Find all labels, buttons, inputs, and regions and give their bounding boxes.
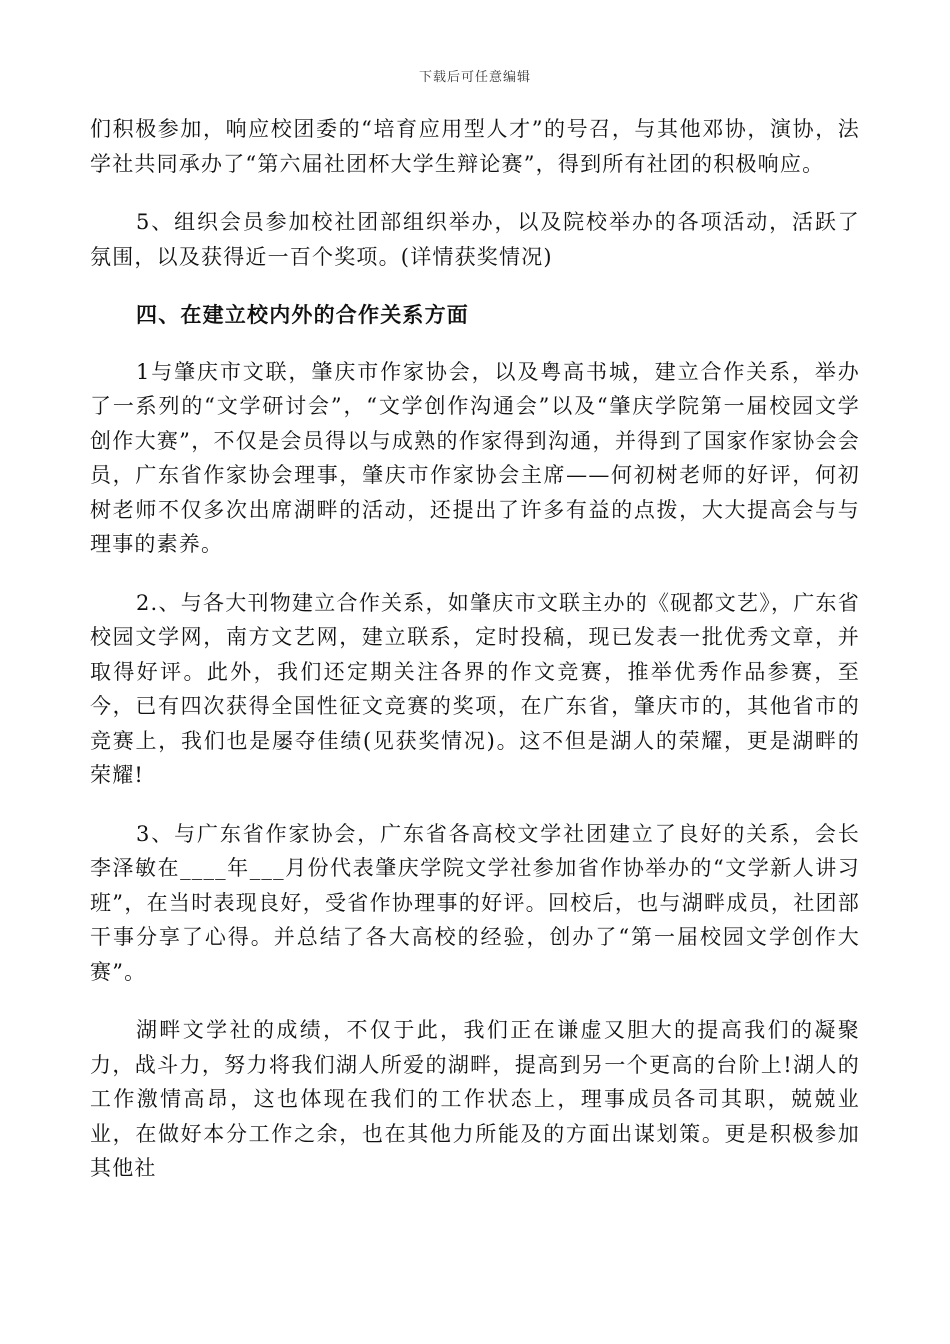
paragraph-item-2: 2.、与各大刊物建立合作关系，如肇庆市文联主办的《砚都文艺》，广东省校园文学网，南方文艺网，建立联系，定时投稿，现已发表一批优秀文章，并取得好评。此外，我们还定期关注各界的作文竞赛，推举优秀作品参赛，至今，已有四次获得全国性征文竞赛的奖项，在广东省，肇庆市的，其他省市的竞赛上，我们也是屡夺佳绩(见获奖情况)。这不但是湖人的荣耀，更是湖畔的荣耀!	[90, 590, 860, 787]
paragraph-item-5: 5、组织会员参加校社团部组织举办，以及院校举办的各项活动，活跃了氛围，以及获得近一百个奖项。(详情获奖情况)	[90, 210, 860, 269]
paragraph-item-3: 3、与广东省作家协会，广东省各高校文学社团建立了良好的关系，会长李泽敏在____年___月份代表肇庆学院文学社参加省作协举办的“文学新人讲习班”，在当时表现良好，受省作协理事的好评。回校后，也与湖畔成员，社团部干事分享了心得。并总结了各大高校的经验，创办了“第一届校园文学创作大赛”。	[90, 821, 860, 984]
header-note: 下载后可任意编辑	[418, 70, 531, 85]
paragraph-item-1: 1与肇庆市文联，肇庆市作家协会，以及粤高书城，建立合作关系，举办了一系列的“文学研讨会”，“文学创作沟通会”以及“肇庆学院第一届校园文学创作大赛”，不仅是会员得以与成熟的作家得到沟通，并得到了国家作家协会会员，广东省作家协会理事，肇庆市作家协会主席——何初树老师的好评，何初树老师不仅多次出席湖畔的活动，还提出了许多有益的点拨，大大提高会与与理事的素养。	[90, 359, 860, 556]
paragraph-summary: 湖畔文学社的成绩，不仅于此，我们正在谦虚又胆大的提高我们的凝聚力，战斗力，努力将我们湖人所爱的湖畔，提高到另一个更高的台阶上!湖人的工作激情高昂，这也体现在我们的工作状态上，理事成员各司其职，兢兢业业，在做好本分工作之余，也在其他力所能及的方面出谋划策。更是积极参加其他社	[90, 1018, 860, 1180]
document-body	[90, 112, 860, 1210]
section-heading: 四、在建立校内外的合作关系方面	[136, 302, 469, 327]
paragraph-continuation: 们积极参加，响应校团委的“培育应用型人才”的号召，与其他邓协，演协，法学社共同承办了“第六届社团杯大学生辩论赛”，得到所有社团的积极响应。	[90, 117, 860, 176]
